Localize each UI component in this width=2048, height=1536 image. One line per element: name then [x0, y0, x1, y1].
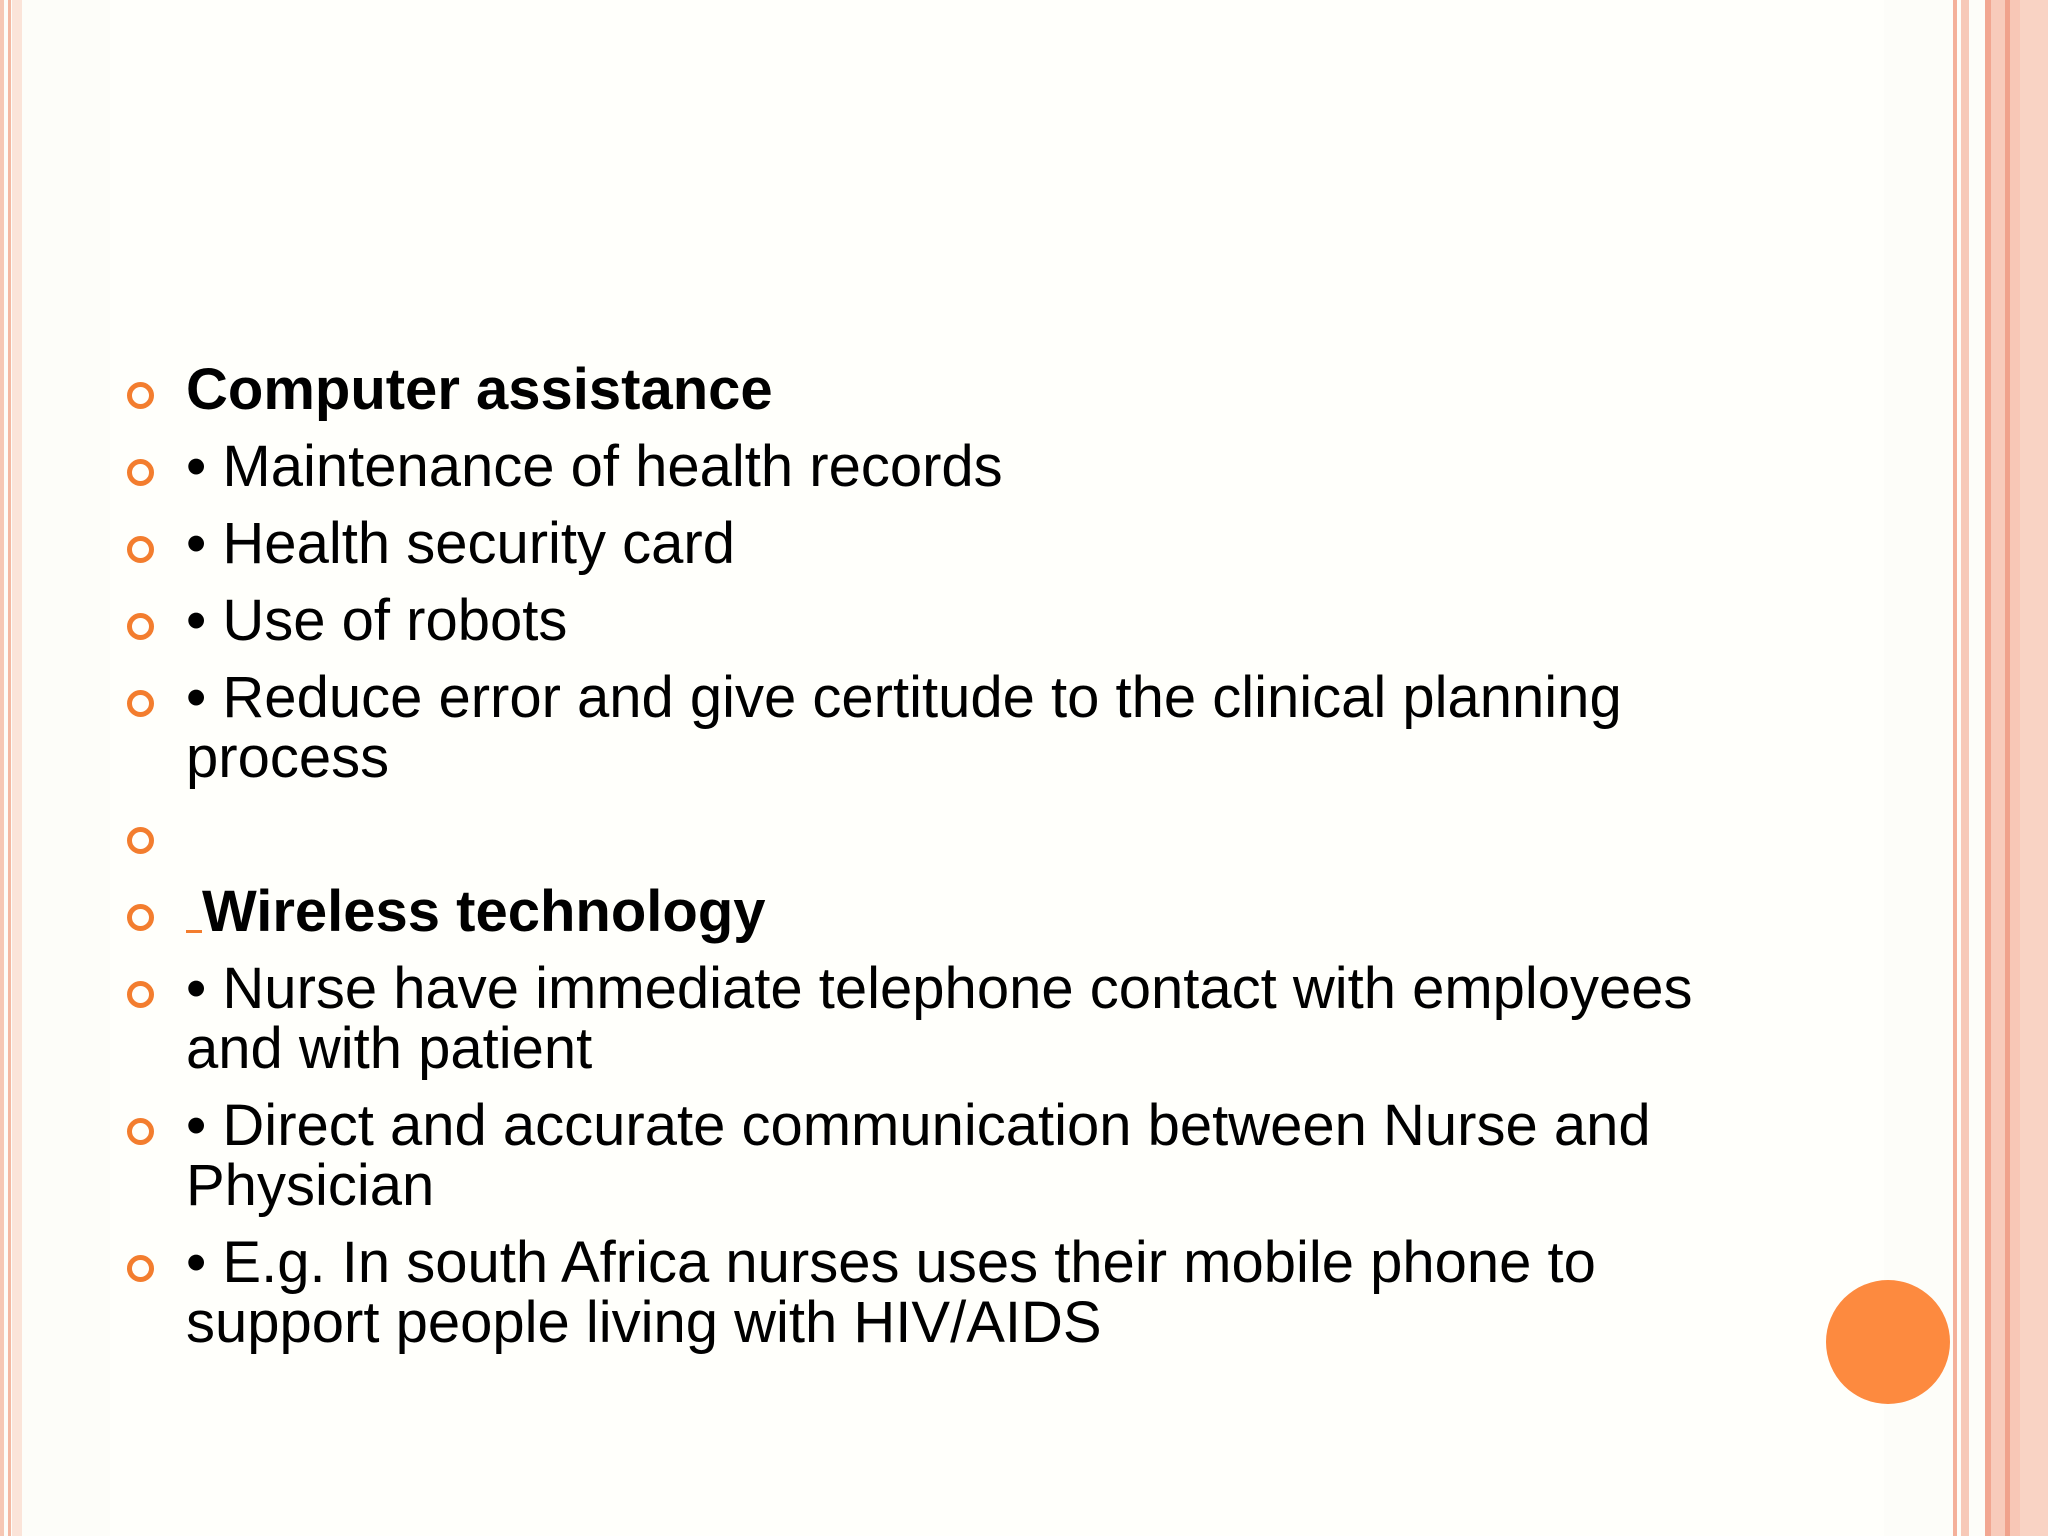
- circle-bullet-icon: [127, 536, 154, 563]
- list-item-text: • Use of robots: [186, 588, 568, 653]
- list-item-heading: [124, 357, 1764, 422]
- circle-bullet-icon: [127, 382, 154, 409]
- right-border-stripe: [1953, 0, 1957, 1536]
- circle-bullet-icon: [127, 459, 154, 486]
- list-item: [124, 511, 1764, 576]
- list-item: [124, 956, 1764, 1081]
- list-item: [124, 665, 1764, 790]
- left-border-stripe: [0, 0, 4, 1536]
- list-item: [124, 588, 1764, 653]
- list-item-text: Wireless technology: [202, 879, 766, 944]
- list-item-text: • Direct and accurate communication between Nurse and Physician: [186, 1093, 1651, 1218]
- list-item-heading: [124, 879, 1764, 944]
- decorative-circle: [1826, 1280, 1950, 1404]
- list-item: [124, 1230, 1764, 1355]
- right-border-stripe: [2010, 0, 2020, 1536]
- list-item-text: • E.g. In south Africa nurses uses their mobile phone to support people living with HIV/AIDS: [186, 1230, 1596, 1355]
- circle-bullet-icon: [127, 690, 154, 717]
- underscore-mark: [186, 930, 202, 933]
- circle-bullet-icon: [127, 1255, 154, 1282]
- right-border-stripe: [2020, 0, 2048, 1536]
- list-item-text: • Health security card: [186, 511, 735, 576]
- list-item-text: • Reduce error and give certitude to the clinical planning process: [186, 665, 1622, 790]
- list-item-text: • Maintenance of health records: [186, 434, 1003, 499]
- circle-bullet-icon: [127, 1118, 154, 1145]
- right-border-stripe: [1991, 0, 2005, 1536]
- circle-bullet-icon: [127, 981, 154, 1008]
- left-border-stripe: [12, 0, 22, 1536]
- circle-bullet-icon: [127, 827, 154, 854]
- left-border-stripe: [8, 0, 11, 1536]
- list-item-text: Computer assistance: [186, 357, 773, 422]
- circle-bullet-icon: [127, 904, 154, 931]
- right-border-stripe: [1961, 0, 1969, 1536]
- list-item-empty: [124, 805, 1764, 865]
- bullet-list: [124, 357, 1764, 1370]
- list-item-text: • Nurse have immediate telephone contact with employees and with patient: [186, 956, 1693, 1081]
- list-item: [124, 434, 1764, 499]
- list-item: [124, 1093, 1764, 1218]
- circle-bullet-icon: [127, 613, 154, 640]
